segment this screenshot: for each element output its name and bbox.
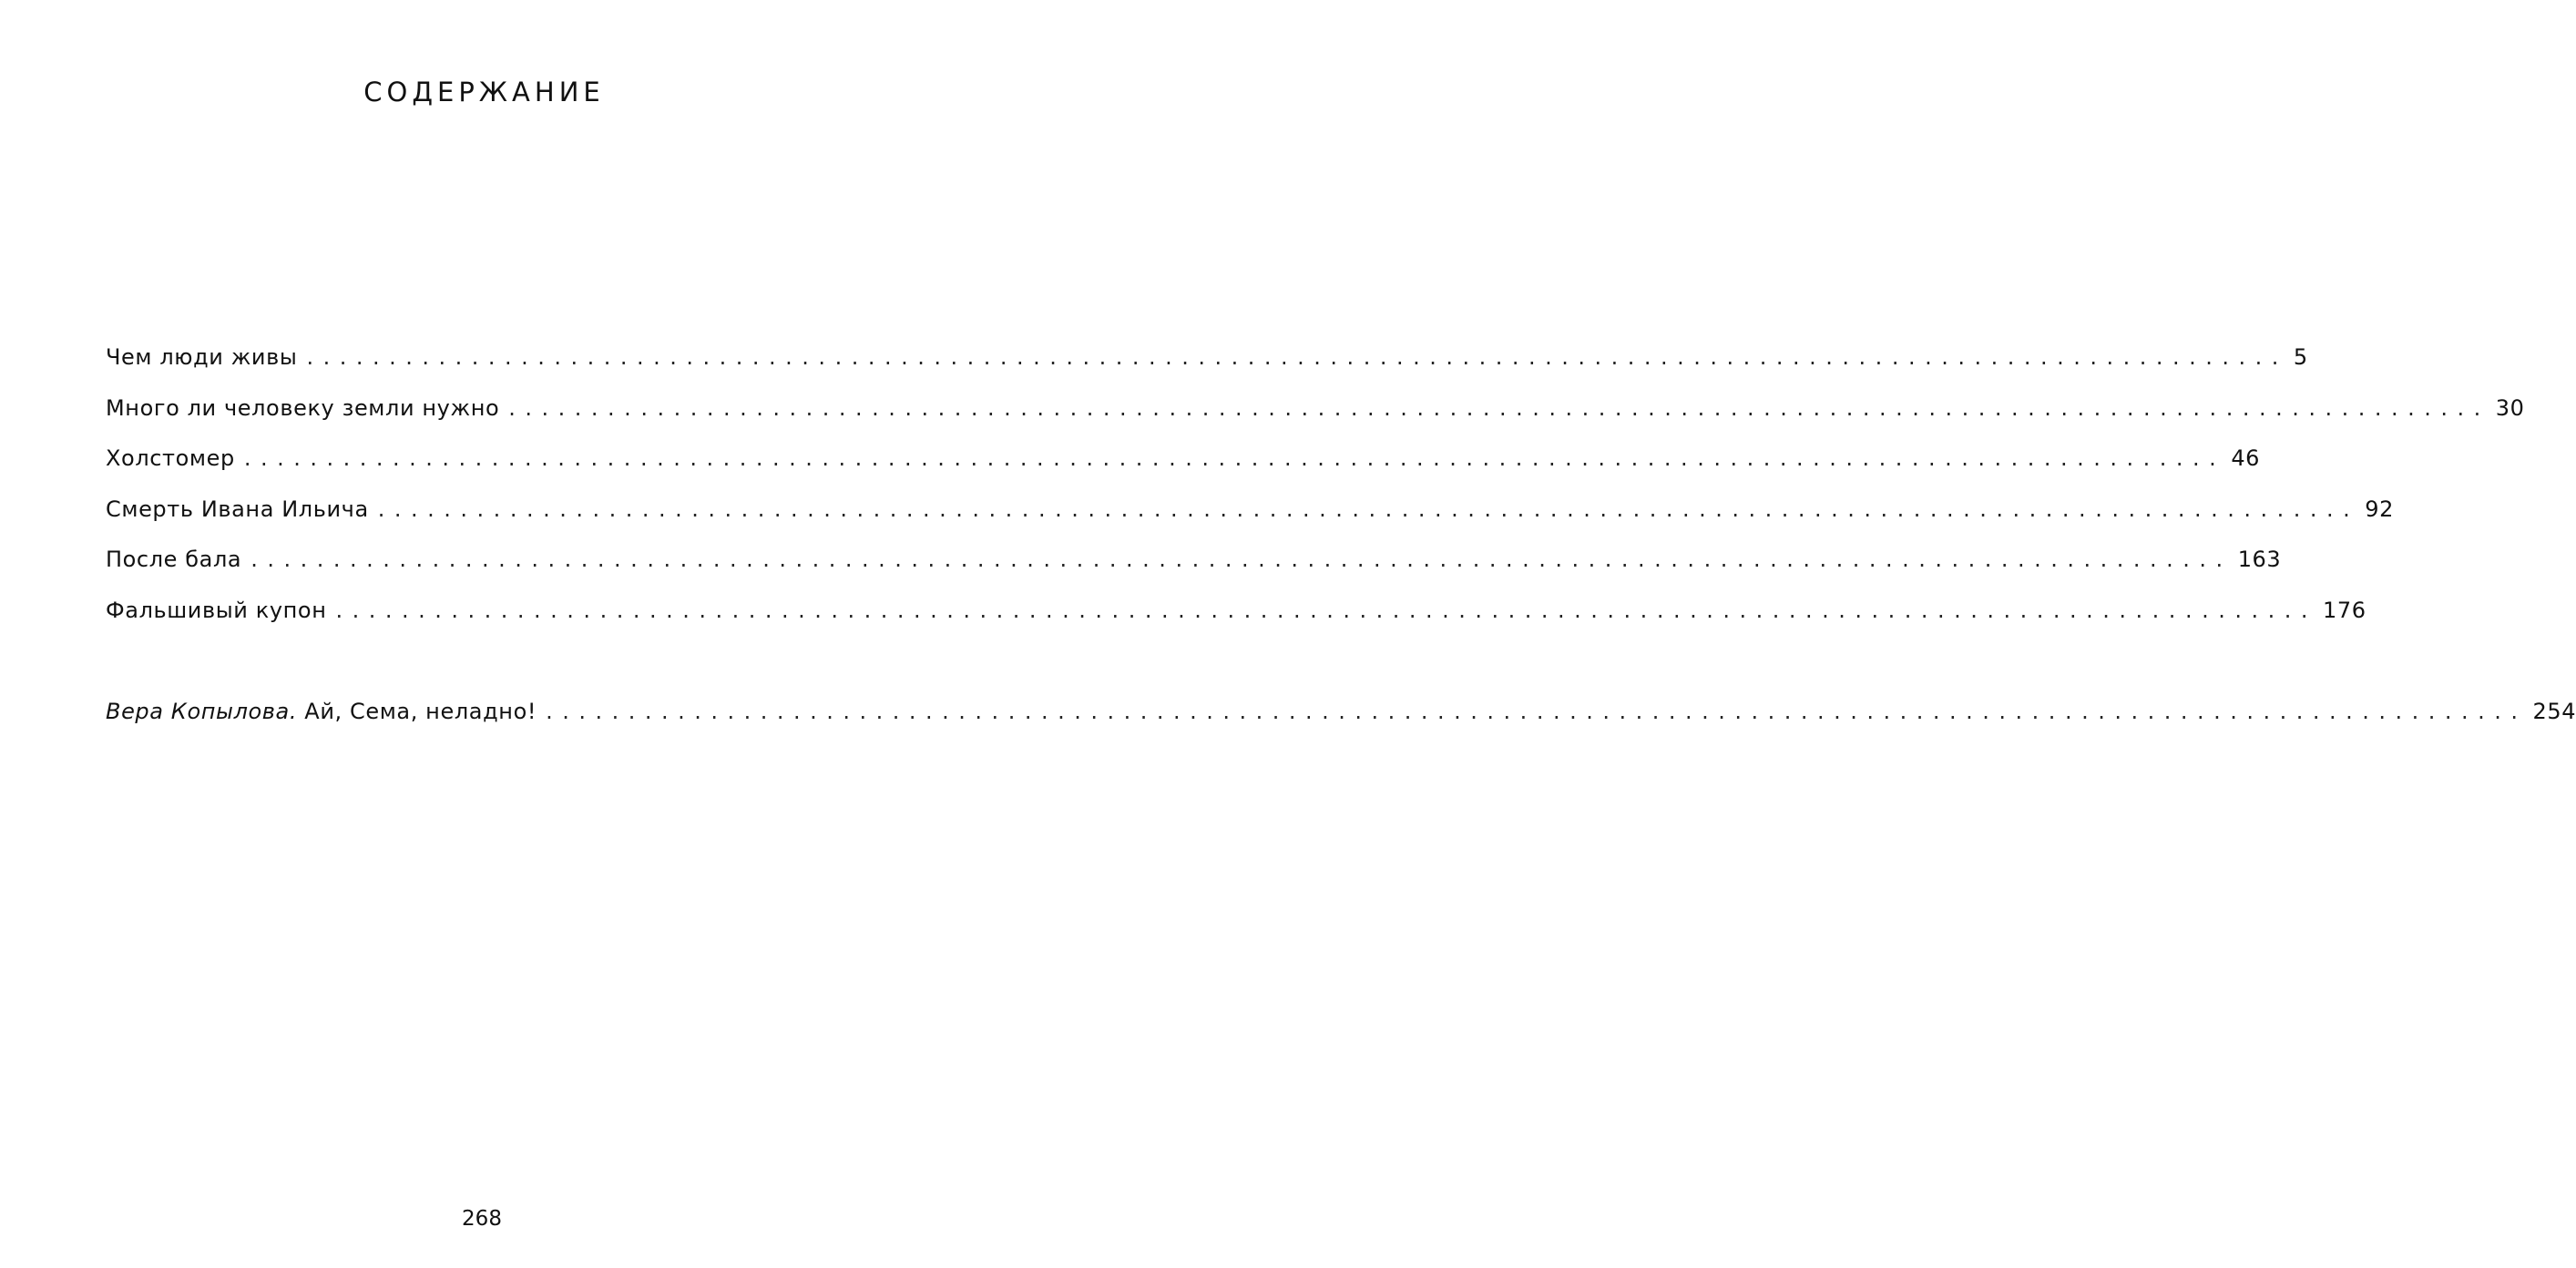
toc-afterword-title: Ай, Сема, неладно! — [297, 699, 537, 724]
toc-entry-page: 176 — [2322, 598, 2366, 623]
toc-entry-title: Смерть Ивана Ильича — [106, 496, 369, 522]
toc-entry-title: Много ли человеку земли нужно — [106, 395, 500, 421]
toc-entry-title: После бала — [106, 547, 242, 572]
toc-entry-title: Холстомер — [106, 445, 235, 471]
toc-entry — [106, 541, 2282, 578]
toc-entry-title: Чем люди живы — [106, 344, 298, 370]
page-title: СОДЕРЖАНИЕ — [363, 77, 605, 107]
toc-entry — [106, 592, 2366, 629]
toc-afterword-page: 254 — [2532, 699, 2576, 724]
toc-entry-page: 46 — [2231, 445, 2261, 471]
dot-leader: ........................................................................................................................ — [250, 547, 2233, 572]
dot-leader: ........................................................................................................................ — [243, 445, 2226, 471]
toc-entry — [106, 440, 2261, 476]
dot-leader: ........................................................................................................................ — [377, 496, 2360, 522]
toc-afterword-author: Вера Копылова. — [106, 699, 298, 724]
toc-entry-page: 30 — [2495, 395, 2525, 421]
toc-entry — [106, 390, 2525, 426]
toc-afterword-heading — [106, 693, 537, 730]
dot-leader: ........................................................................................................................ — [508, 395, 2490, 421]
toc-entry — [106, 339, 2308, 375]
dot-leader: ........................................................................................................................ — [546, 699, 2528, 724]
toc-entry-page: 163 — [2237, 547, 2282, 572]
toc-entry-page: 92 — [2365, 496, 2394, 522]
dot-leader: ........................................................................................................................ — [306, 344, 2288, 370]
toc-afterword-entry — [106, 693, 2576, 730]
dot-leader: ........................................................................................................................ — [335, 598, 2317, 623]
toc-entry-page: 5 — [2293, 344, 2308, 370]
toc-entry — [106, 491, 2394, 527]
page-number: 268 — [462, 1207, 502, 1231]
toc-entry-title: Фальшивый купон — [106, 598, 327, 623]
